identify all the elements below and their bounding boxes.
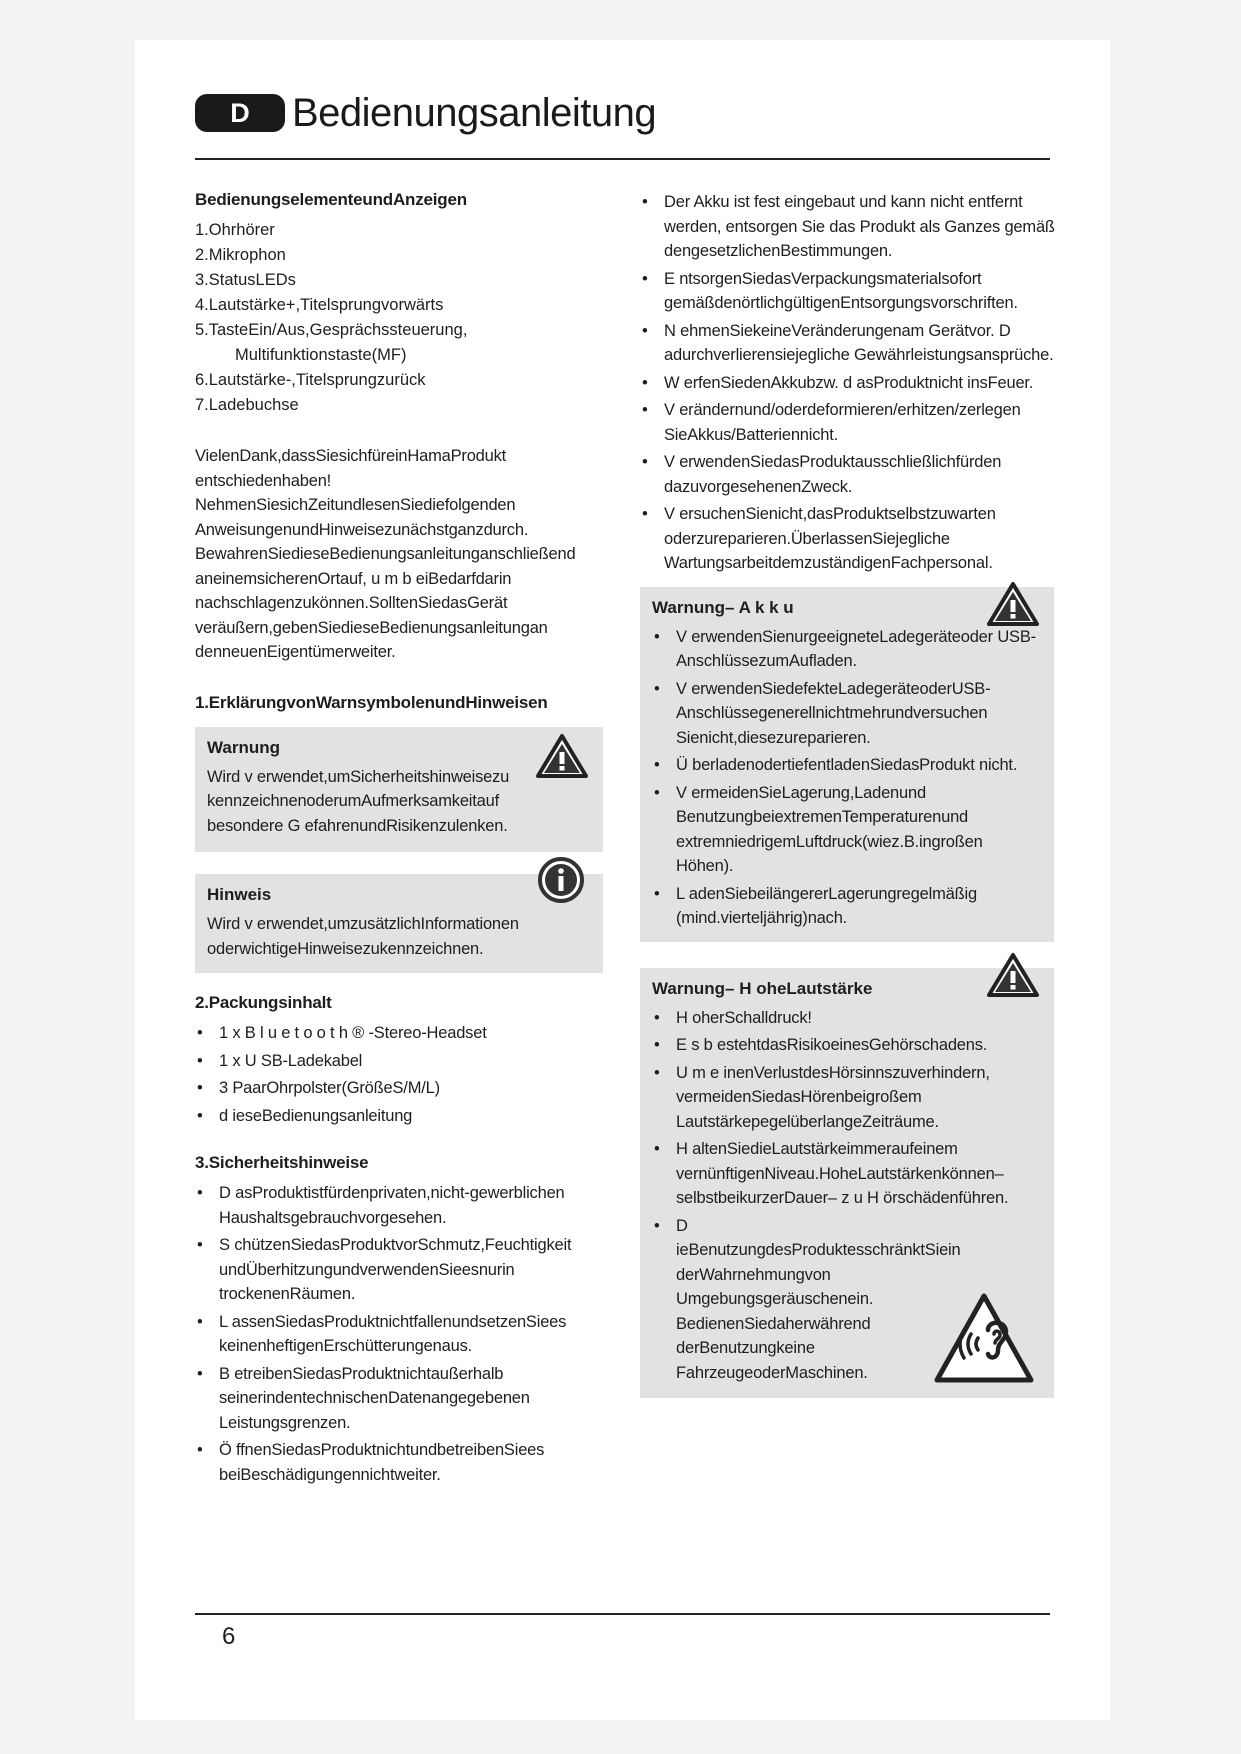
safety-item: • L assenSiedasProduktnichtfallenundsetzenSiees keinenheftigenErschütterungenaus. [195,1310,595,1359]
controls-item: 2.Mikrophon [195,246,286,264]
disposal-item: • Der Akku ist fest eingebaut und kann nicht entfernt werden, entsorgen Sie das Produkt als Ganzes gemäß dengesetzlichenBestimmungen. [640,190,1058,264]
package-item: • 1 x U SB-Ladekabel [195,1049,615,1074]
note-box-text: Wird v erwendet,umzusätzlichInformationen oderwichtigeHinweisezukennzeichnen. [207,915,519,958]
note-box-title: Hinweis [207,885,272,904]
package-item: • d ieseBedienungsanleitung [195,1104,615,1129]
controls-item [195,318,615,368]
controls-heading: BedienungselementeundAnzeigen [195,190,467,209]
warning-volume-item: • H oherSchalldruck! [652,1006,1042,1031]
disposal-item: • W erfenSiedenAkkubzw. d asProduktnicht insFeuer. [640,371,1058,396]
safety-item: • D asProduktistfürdenprivaten,nicht-gewerblichen Haushaltsgebrauchvorgesehen. [195,1181,595,1230]
right-column [640,190,1060,1398]
warning-box-title: Warnung [207,737,281,757]
warning-volume-item: • E s b estehtdasRisikoeinesGehörschadens. [652,1033,1042,1058]
intro-paragraph: VielenDank,dassSiesichfüreinHamaProdukt entschiedenhaben! [195,447,507,490]
section-heading-package: 2.Packungsinhalt [195,993,332,1012]
package-item: • 3 PaarOhrpolster(GrößeS/M/L) [195,1076,615,1101]
disposal-item: • E ntsorgenSiedasVerpackungsmaterialsofort gemäßdenörtlichgültigenEntsorgungsvorschriften. [640,267,1058,316]
controls-item: 6.Lautstärke-,Titelsprungzurück [195,371,426,389]
safety-list [195,1181,595,1487]
controls-item: 3.StatusLEDs [195,271,296,289]
warning-volume-item: • U m e inenVerlustdesHörsinnszuverhindern, vermeidenSiedasHörenbeigroßem LautstärkepegelüberlangeZeiträume. [652,1061,1042,1135]
safety-item: • Ö ffnenSiedasProduktnichtundbetreibenSiees beiBeschädigungennichtweiter. [195,1438,595,1487]
note-box [195,874,603,973]
left-column [195,188,615,1490]
controls-list [195,218,615,418]
safety-item: • B etreibenSiedasProduktnichtaußerhalb seinerindentechnischenDatenangegebenen Leistungsgrenzen. [195,1362,595,1436]
package-item: • 1 x B l u e t o o t h ® -Stereo-Headset [195,1021,615,1046]
disposal-item: • V erändernund/oderdeformieren/erhitzen/zerlegen SieAkkus/Batteriennicht. [640,398,1058,447]
footer-rule [195,1613,1050,1615]
warning-box-text: Wird v erwendet,umSicherheitshinweisezu kennzeichnenoderumAufmerksamkeitauf besondere G efahrenundRisikenzulenken. [207,767,510,835]
section-heading-safety: 3.Sicherheitshinweise [195,1153,369,1172]
controls-item-continuation: Multifunktionstaste(MF) [235,346,407,364]
warning-akku-item: • L adenSiebeilängererLagerungregelmäßig (mind.vierteljährig)nach. [652,882,1042,931]
controls-item: 4.Lautstärke+,Titelsprungvorwärts [195,296,444,314]
warning-triangle-icon [986,581,1040,627]
hearing-damage-icon [932,1292,1036,1386]
warning-akku-item: • Ü berladenodertiefentladenSiedasProdukt nicht. [652,753,1042,778]
warning-akku-list [652,625,1042,931]
warning-akku-box [640,587,1054,942]
page-header [195,88,1050,160]
intro-paragraph: BewahrenSiedieseBedienungsanleitunganschließend aneinemsicherenOrtauf, u m b eiBedarfdarin nachschlagenzukönnen.SolltenSiedasGerät veräußern,gebenSiedieseBedienungsanleitungan denneuenEigentümerweiter. [195,545,576,661]
disposal-item: • V ersuchenSienicht,dasProduktselbstzuwarten oderzureparieren.ÜberlassenSiejegliche WartungsarbeitdemzuständigenFachpersonal. [640,502,1058,576]
disposal-item: • V erwendenSiedasProduktausschließlichfürden dazuvorgesehenenZweck. [640,450,1058,499]
controls-item-line: 5.TasteEin/Aus,Gesprächssteuerung, [195,321,468,339]
warning-volume-box [640,968,1054,1399]
warning-volume-title: Warnung– H oheLautstärke [652,978,873,998]
warning-akku-title: Warnung– A k k u [652,597,794,617]
page-title: Bedienungsanleitung [292,91,657,135]
warning-akku-item: • V ermeidenSieLagerung,Ladenund BenutzungbeiextremenTemperaturenund extremniedrigemLuftdruck(wiez.B.ingroßen Höhen). [652,781,1042,879]
controls-item: 1.Ohrhörer [195,221,275,239]
safety-item: • S chützenSiedasProduktvorSchmutz,Feuchtigkeit undÜberhitzungundverwendenSieesnurin trockenenRäumen. [195,1233,595,1307]
warning-volume-item: • D ieBenutzungdesProduktesschränktSiein derWahrnehmungvon Umgebungsgeräuschenein. BedienenSiedaherwährend derBenutzungkeine FahrzeugeoderMaschinen. [652,1214,902,1386]
warning-akku-item: • V erwendenSiedefekteLadegeräteoderUSB- Anschlüssegenerellnichtmehrundversuchen Sienicht,diesezureparieren. [652,677,1042,751]
warning-box [195,727,603,853]
controls-item: 7.Ladebuchse [195,396,299,414]
warning-triangle-icon [535,733,589,779]
language-badge: D [195,94,285,132]
intro-paragraph: NehmenSiesichZeitundlesenSiediefolgenden AnweisungenundHinweisezunächstganzdurch. [195,496,529,539]
info-icon [537,856,585,904]
page-number: 6 [222,1623,236,1650]
package-list [195,1021,615,1128]
warning-triangle-icon [986,952,1040,998]
warning-akku-item: • V erwendenSienurgeeigneteLadegeräteoder USB-AnschlüssezumAufladen. [652,625,1042,674]
disposal-list [640,190,1058,576]
disposal-item: • N ehmenSiekeineVeränderungenam Gerätvor. D adurchverlierensiejegliche Gewährleistungsansprüche. [640,319,1058,368]
section-heading-warnsymbols: 1.ErklärungvonWarnsymbolenundHinweisen [195,692,548,712]
warning-volume-item: • H altenSiedieLautstärkeimmeraufeinem vernünftigenNiveau.HoheLautstärkenkönnen– selbstbeikurzerDauer– z u H örschädenführen. [652,1137,1042,1211]
